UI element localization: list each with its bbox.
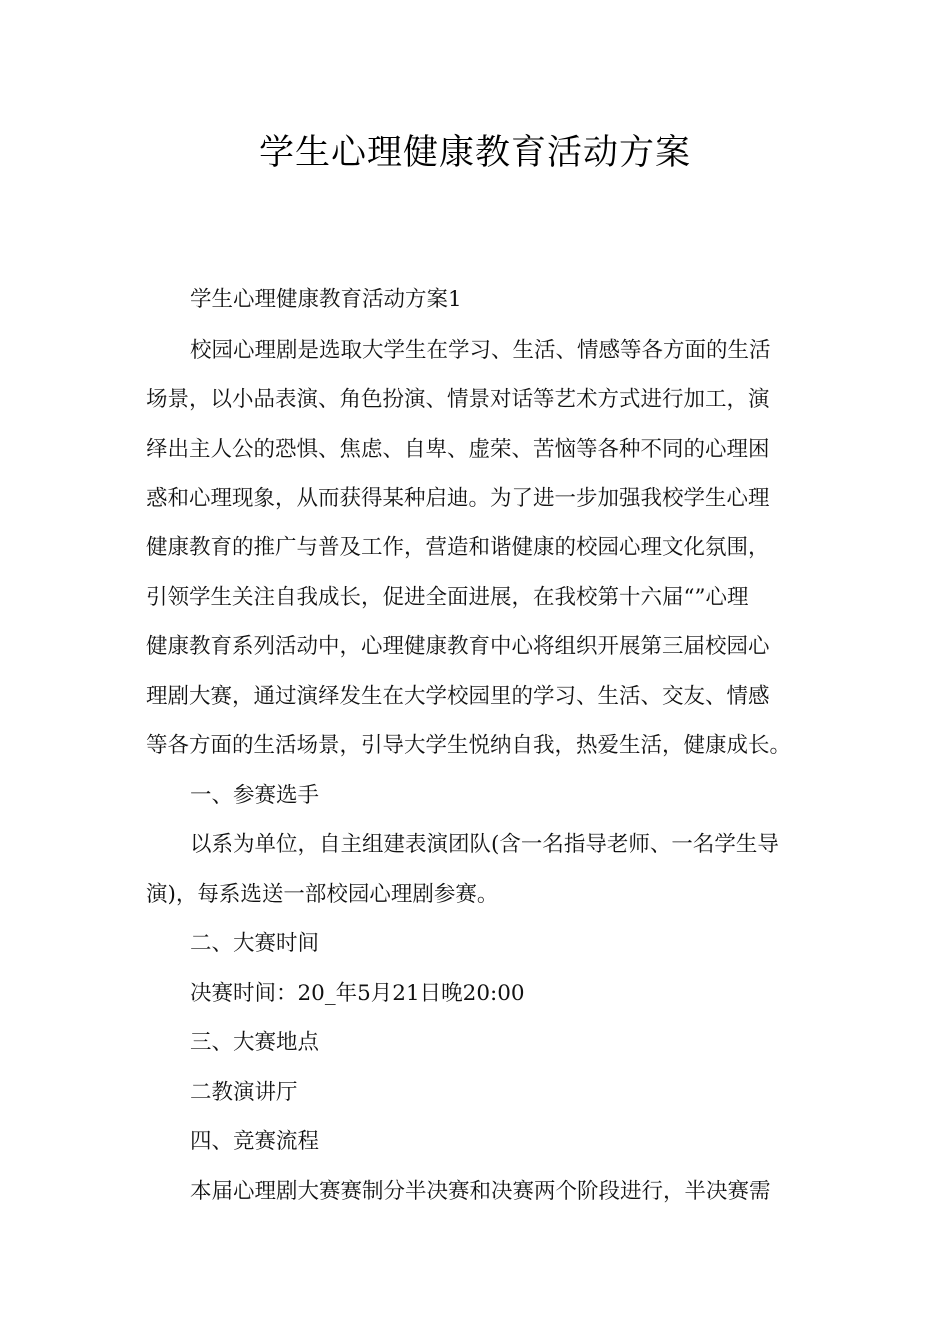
paragraph-line: 理剧大赛，通过演绎发生在大学校园里的学习、生活、交友、情感 (146, 684, 770, 709)
paragraph-line: 二教演讲厅 (190, 1080, 298, 1105)
paragraph-line: 惑和心理现象，从而获得某种启迪。为了进一步加强我校学生心理 (146, 486, 770, 511)
paragraph-line: 演)，每系选送一部校园心理剧参赛。 (146, 882, 499, 907)
section-heading: 四、竞赛流程 (190, 1129, 320, 1154)
paragraph-line: 场景，以小品表演、角色扮演、情景对话等艺术方式进行加工，演 (146, 387, 770, 412)
paragraph-line: 本届心理剧大赛赛制分半决赛和决赛两个阶段进行，半决赛需 (190, 1179, 771, 1204)
document-title: 学生心理健康教育活动方案 (258, 133, 691, 173)
section-heading: 三、大赛地点 (190, 1030, 320, 1055)
section-heading: 学生心理健康教育活动方案1 (190, 287, 462, 312)
paragraph-line: 以系为单位，自主组建表演团队(含一名指导老师、一名学生导 (190, 832, 779, 857)
paragraph-line: 等各方面的生活场景，引导大学生悦纳自我，热爱生活，健康成长。 (146, 733, 792, 758)
section-heading: 二、大赛时间 (190, 931, 320, 956)
paragraph-line: 引领学生关注自我成长，促进全面进展，在我校第十六届“”心理 (146, 585, 749, 610)
section-heading: 一、参赛选手 (190, 783, 320, 808)
paragraph-line: 绎出主人公的恐惧、焦虑、自卑、虚荣、苦恼等各种不同的心理困 (146, 437, 770, 462)
paragraph-line: 健康教育的推广与普及工作，营造和谐健康的校园心理文化氛围， (146, 535, 770, 560)
paragraph-line: 校园心理剧是选取大学生在学习、生活、情感等各方面的生活 (190, 338, 771, 363)
paragraph-line: 健康教育系列活动中，心理健康教育中心将组织开展第三届校园心 (146, 634, 770, 659)
paragraph-line: 决赛时间：20_年5月21日晚20:00 (190, 981, 525, 1006)
